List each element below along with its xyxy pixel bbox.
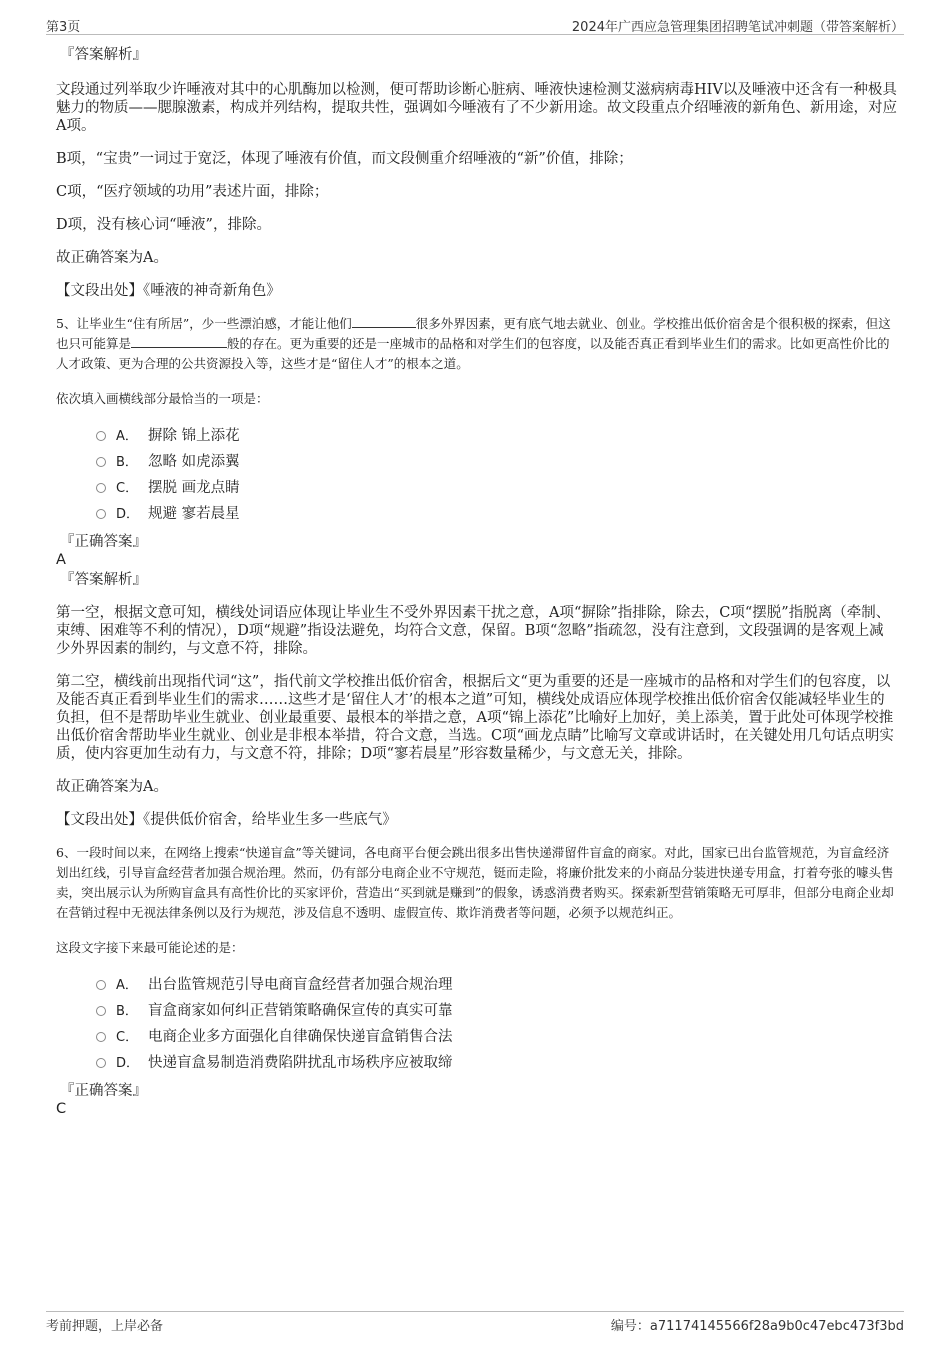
q4-conclusion: 故正确答案为A。 [56,250,168,266]
q5-answer: A [56,552,66,568]
q5-answer-label: 『正确答案』 [60,534,147,550]
q6-option-b[interactable]: B． 盲盒商家如何纠正营销策略确保宣传的真实可靠 [96,998,898,1024]
q5-analysis-p1: 第一空，根据文意可知，横线处词语应体现让毕业生不受外界因素干扰之意，A项“摒除”指排除，除去，C项“摆脱”指脱离（牵制、束缚、困难等不利的情况），D项“规避”指设法避免，均符合文意，保留。B项“忽略”指疏忽，没有注意到，文段强调的是客观上减少外界因素的制约，与文意不符，排除。 [56,605,891,657]
q5-stem-c: 般的存在。更为重要的还是一座城市的品格和对学生们的包容度，以及能否真正看到毕业生们的需求。比如更高性价比的人才政策、更为合理的公共资源投入等，这些才是“留住人才”的根本之道。 [56,336,890,371]
radio-icon[interactable] [96,980,106,990]
radio-icon[interactable] [96,1058,106,1068]
q5-analysis-p2: 第二空，横线前出现指代词“这”，指代前文学校推出低价宿舍，根据后文“更为重要的还是一座城市的品格和对学生们的包容度，以及能否真正看到毕业生们的需求……这些才是‘留住人才’的根本之道”可知，横线处成语应体现学校推出低价宿舍仅能减轻毕业生的负担，但不是帮助毕业生就业、创业最重要、最根本的举措之意，A项“锦上添花”比喻好上加好，美上添美，置于此处可体现学校推出低价宿舍帮助毕业生就业、创业是非根本举措，符合文意，当选。C项“画龙点睛”比喻写文章或讲话时，在关键处用几句话点明实质，使内容更加生动有力，与文意不符，排除；D项“寥若晨星”形容数量稀少，与文意无关，排除。 [56,674,894,762]
radio-icon[interactable] [96,1032,106,1042]
q6-prompt: 这段文字接下来最可能论述的是： [56,940,244,955]
radio-icon[interactable] [96,483,106,493]
blank-1 [352,315,416,328]
radio-icon[interactable] [96,457,106,467]
footer-slogan: 考前押题，上岸必备 [46,1319,164,1334]
q6-option-d[interactable]: D． 快递盲盒易制造消费陷阱扰乱市场秩序应被取缔 [96,1050,898,1076]
q4-analysis-p2: B项，“宝贵”一词过于宽泛，体现了唾液有价值，而文段侧重介绍唾液的“新”价值，排除； [56,151,633,167]
q5-stem-a: 5、让毕业生“住有所居”，少一些漂泊感，才能让他们 [56,316,352,331]
document-code: 编号：a71174145566f28a9b0c47ebc473f3bd [610,1319,904,1334]
page-header [46,14,904,35]
q4-analysis-p1: 文段通过列举取少许唾液对其中的心肌酶加以检测，便可帮助诊断心脏病、唾液快速检测艾滋病病毒HIV以及唾液中还含有一种极具魅力的物质——腮腺激素，构成并列结构，提取共性，强调如今唾液有了不少新用途。故文段重点介绍唾液的新角色、新用途，对应A项。 [56,82,897,134]
q5-stem [56,314,898,374]
q6-option-c[interactable]: C． 电商企业多方面强化自律确保快递盲盒销售合法 [96,1024,898,1050]
q5-option-a[interactable]: A． 摒除 锦上添花 [96,423,898,449]
q4-analysis-label: 『答案解析』 [60,47,147,63]
radio-icon[interactable] [96,509,106,519]
q4-analysis-p4: D项，没有核心词“唾液”，排除。 [56,217,271,233]
q5-source: 【文段出处】《提供低价宿舍，给毕业生多一些底气》 [56,812,397,828]
q5-prompt: 依次填入画横线部分最恰当的一项是： [56,391,269,406]
q5-conclusion: 故正确答案为A。 [56,779,168,795]
q5-option-d[interactable]: D． 规避 寥若晨星 [96,501,898,527]
q5-section [56,314,898,829]
page-footer [46,1311,904,1334]
page-number: 第3页 [46,20,81,35]
q6-stem: 6、一段时间以来，在网络上搜索“快递盲盒”等关键词，各电商平台便会跳出很多出售快递滞留件盲盒的商家。对此，国家已出台监管规范，为盲盒经济划出红线，引导盲盒经营者加强合规治理。然而，仍有部分电商企业不守规范，铤而走险，将廉价批发来的小商品分装进快递专用盒，打着夸张的噱头售卖，突出展示认为所购盲盒具有高性价比的买家评价，营造出“买到就是赚到”的假象，诱惑消费者购买。探索新型营销策略无可厚非，但部分电商企业却在营销过程中无视法律条例以及行为规范，涉及信息不透明、虚假宣传、欺诈消费者等问题，必须予以规范纠正。 [56,845,894,920]
radio-icon[interactable] [96,431,106,441]
q4-section [56,46,898,300]
q4-analysis-p3: C项，“医疗领域的功用”表述片面，排除； [56,184,329,200]
q6-option-a[interactable]: A． 出台监管规范引导电商盲盒经营者加强合规治理 [96,972,898,998]
page-content [56,46,898,1118]
q5-analysis-label: 『答案解析』 [60,572,147,588]
q4-source: 【文段出处】《唾液的神奇新角色》 [56,283,281,299]
radio-icon[interactable] [96,1006,106,1016]
q5-option-c[interactable]: C． 摆脱 画龙点睛 [96,475,898,501]
q6-section [56,843,898,1118]
q6-answer: C [56,1101,67,1117]
blank-2 [131,335,227,348]
q6-options [96,972,898,1076]
q5-option-b[interactable]: B． 忽略 如虎添翼 [96,449,898,475]
document-title: 2024年广西应急管理集团招聘笔试冲刺题（带答案解析） [571,20,904,35]
q5-options [96,423,898,527]
q6-answer-label: 『正确答案』 [60,1083,147,1099]
q5-stem-b: 很多外界因素，更有底气地去就业、创业。学校推出低价宿舍是个很积极的探索，但这也只可能算是 [56,316,891,351]
